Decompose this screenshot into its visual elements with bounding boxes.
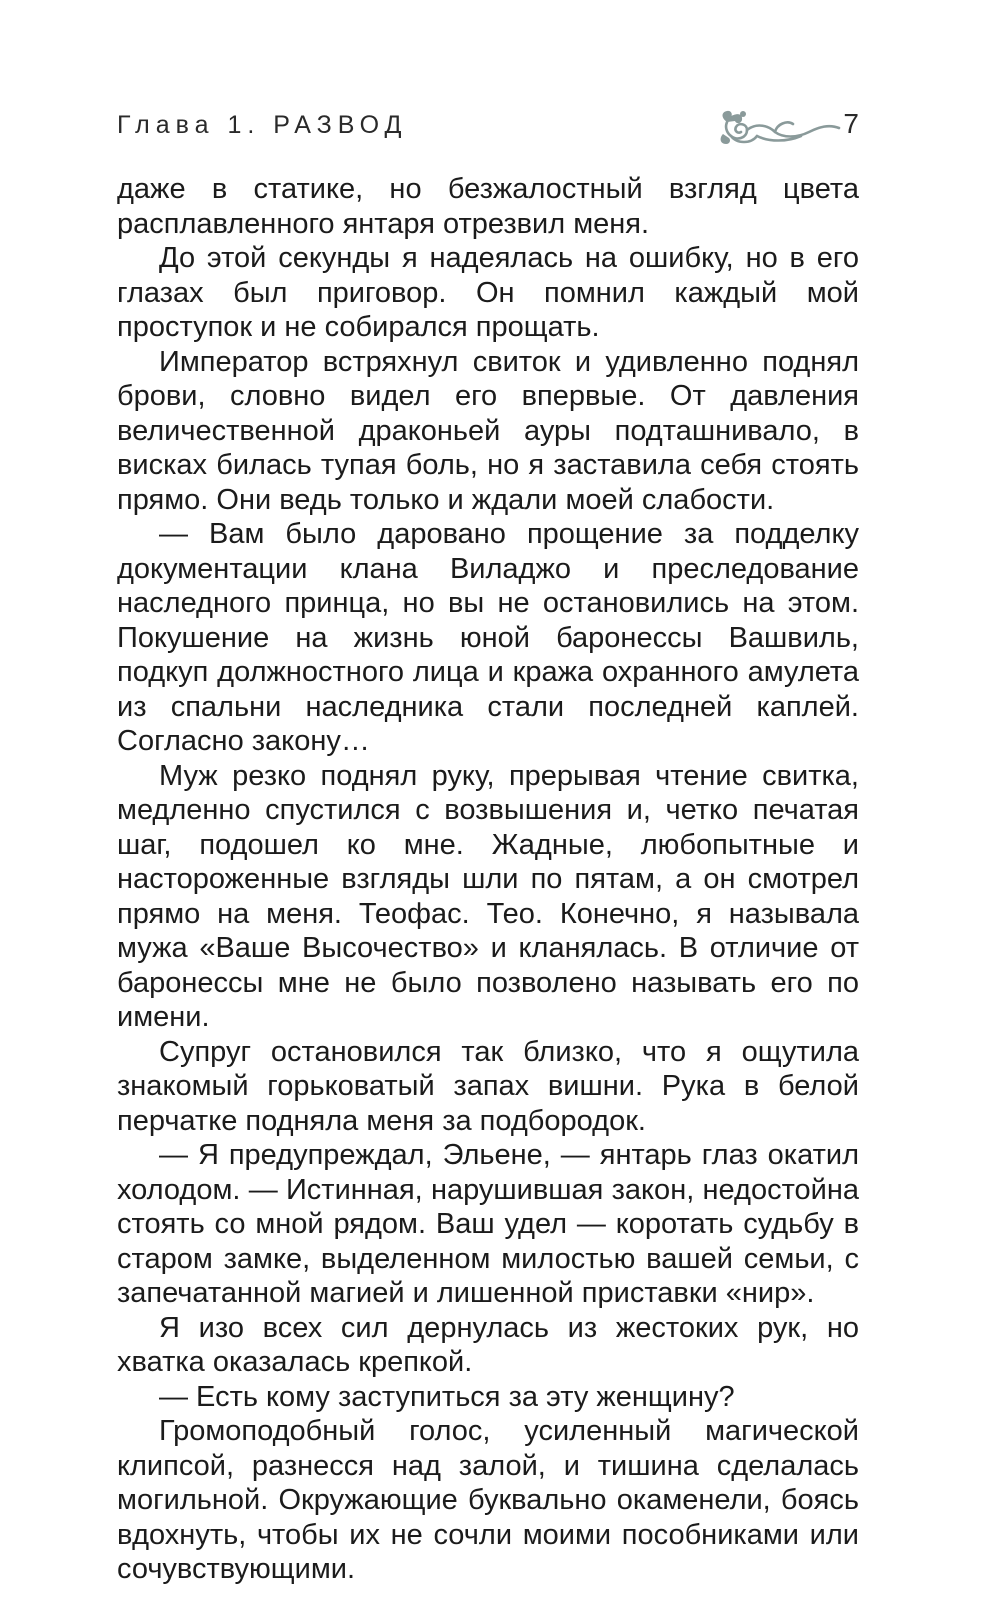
paragraph: — Есть кому заступиться за эту женщину?: [159, 1380, 735, 1413]
flourish-icon: [717, 108, 842, 150]
paragraph: — Я предупреждал, Эльене, — янтарь глаз окатил холодом. — Истинная, нарушившая закон, недостойна стоять со мной рядом. Ваш удел — коротать судьбу в старом замке, выделенном милостью вашей семьи, с запечатанной магией и лишенной приставки «нир».: [117, 1139, 859, 1309]
paragraph: До этой секунды я надеялась на ошибку, но в его глазах был приговор. Он помнил каждый мой проступок и не собирался прощать.: [117, 242, 859, 343]
body-text: [117, 172, 859, 1587]
paragraph: Громоподобный голос, усиленный магической клипсой, разнесся над залой, и тишина сделалась могильной. Окружающие буквально окаменели, боясь вдохнуть, чтобы их не сочли моими пособниками или сочувствующими.: [117, 1415, 859, 1585]
chapter-title: Глава 1. РАЗВОД: [117, 111, 408, 139]
paragraph: Император встряхнул свиток и удивленно поднял брови, словно видел его впервые. От давления величественной драконьей ауры подташнивало, в висках билась тупая боль, но я заставила себя стоять прямо. Они ведь только и ждали моей слабости.: [117, 345, 859, 516]
paragraph: — Вам было даровано прощение за подделку документации клана Виладжо и преследование наследного принца, но вы не остановились на этом. Покушение на жизнь юной баронессы Вашвиль, подкуп должностного лица и кража охранного амулета из спальни наследника стали последней каплей. Согласно закону…: [117, 518, 859, 757]
running-header: [117, 108, 859, 148]
page-number: 7: [843, 108, 859, 139]
paragraph: Я изо всех сил дернулась из жестоких рук, но хватка оказалась крепкой.: [117, 1311, 859, 1378]
paragraph: Супруг остановился так близко, что я ощутила знакомый горьковатый запах вишни. Рука в белой перчатке подняла меня за подбородок.: [117, 1035, 859, 1137]
paragraph: даже в статике, но безжалостный взгляд цвета расплавленного янтаря отрезвил меня.: [117, 173, 859, 240]
paragraph: Муж резко поднял руку, прерывая чтение свитка, медленно спустился с возвышения и, четко печатая шаг, подошел ко мне. Жадные, любопытные и настороженные взгляды шли по пятам, а он смотрел прямо на меня. Теофас. Тео. Конечно, я называла мужа «Ваше Высочество» и кланялась. В отличие от баронессы мне не было позволено называть его по имени.: [117, 759, 859, 1033]
